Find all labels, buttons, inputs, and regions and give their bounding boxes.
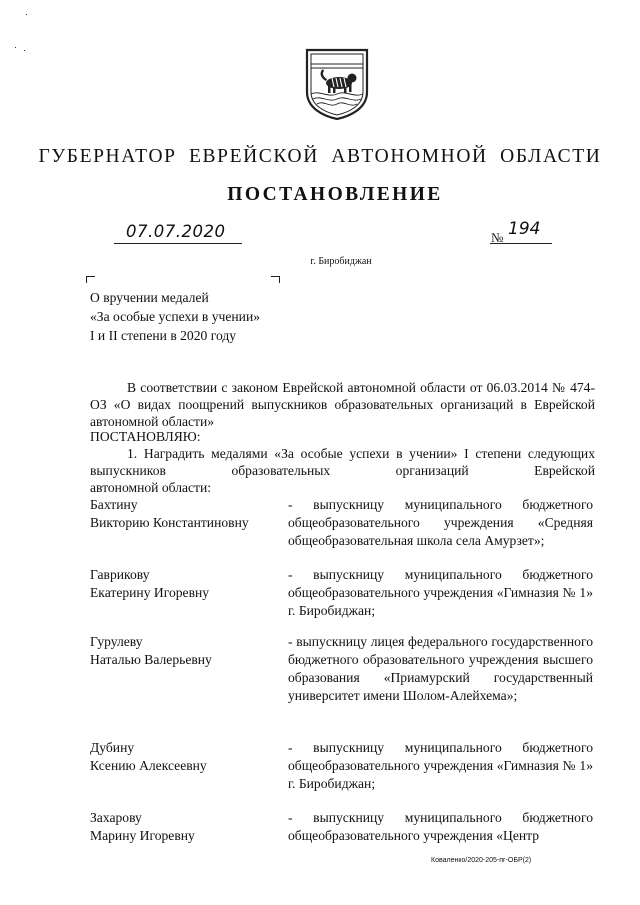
awardee-given-name: Екатерину Игоревну — [90, 585, 210, 600]
awardee-role: - выпускницу муниципального бюджетного общеобразовательного учреждения «Гимназия № 1» г. Биробиджан; — [288, 740, 593, 791]
awardee-name — [90, 739, 207, 775]
awardee-given-name: Ксению Алексеевну — [90, 758, 207, 773]
document-subject — [90, 288, 260, 345]
awardee-surname: Гаврикову — [90, 567, 150, 582]
document-date: 07.07.2020 — [126, 222, 226, 241]
subject-line: I и II степени в 2020 году — [90, 328, 237, 343]
awardee-name — [90, 496, 249, 532]
subject-line: О вручении медалей — [90, 290, 209, 305]
document-type: ПОСТАНОВЛЕНИЕ — [227, 184, 443, 205]
awardee-surname: Захарову — [90, 810, 142, 825]
awardee-name — [90, 633, 212, 669]
date-underline — [114, 243, 242, 244]
awardee-surname: Дубину — [90, 740, 135, 755]
item1-intro: 1. Наградить медалями «За особые успехи в учении» I степени следующих выпускников образовательных организаций Еврейской — [90, 446, 595, 478]
document-number: 194 — [508, 219, 541, 239]
subject-corner-right — [271, 276, 280, 283]
awardee-role: - выпускницу муниципального бюджетного общеобразовательного учреждения «Средняя общеобразовательная школа села Амурзет»; — [288, 497, 593, 548]
scan-speck — [24, 50, 25, 51]
scan-speck — [15, 47, 16, 48]
city-label: г. Биробиджан — [310, 256, 372, 267]
coat-of-arms-tiger-icon — [305, 48, 369, 120]
awardee-given-name: Марину Игоревну — [90, 828, 195, 843]
subject-line: «За особые успехи в учении» — [90, 309, 261, 324]
awardee-surname: Бахтину — [90, 497, 138, 512]
awardee-given-name: Викторию Константиновну — [90, 515, 249, 530]
awardee-given-name: Наталью Валерьевну — [90, 652, 212, 667]
awardee-role: - выпускницу лицея федерального государственного бюджетного образовательного учреждения высшего образования «Приамурский государственный университет имени Шолом-Алейхема»; — [288, 634, 593, 703]
decree-word: ПОСТАНОВЛЯЮ: — [90, 429, 201, 444]
subject-corner-left — [86, 276, 95, 283]
awardee-surname: Гурулеву — [90, 634, 143, 649]
awardee-name — [90, 566, 209, 602]
preamble-paragraph: В соответствии с законом Еврейской автономной области от 06.03.2014 № 474-ОЗ «О видах поощрений выпускников образовательных организаций в Еврейской автономной области» — [90, 380, 595, 429]
organization-title: ГУБЕРНАТОР ЕВРЕЙСКОЙ АВТОНОМНОЙ ОБЛАСТИ — [38, 146, 602, 167]
awardee-name — [90, 809, 195, 845]
footer-code: Коваленко/2020-205-пг-ОБР(2) — [431, 857, 532, 864]
awardee-role: - выпускницу муниципального бюджетного общеобразовательного учреждения «Центр — [288, 810, 593, 843]
number-underline — [490, 243, 552, 244]
item1-intro-end: автономной области: — [90, 480, 212, 495]
number-sign: № — [491, 230, 504, 245]
awardee-role: - выпускницу муниципального бюджетного общеобразовательного учреждения «Гимназия № 1» г. Биробиджан; — [288, 567, 593, 618]
scan-speck — [26, 14, 27, 15]
